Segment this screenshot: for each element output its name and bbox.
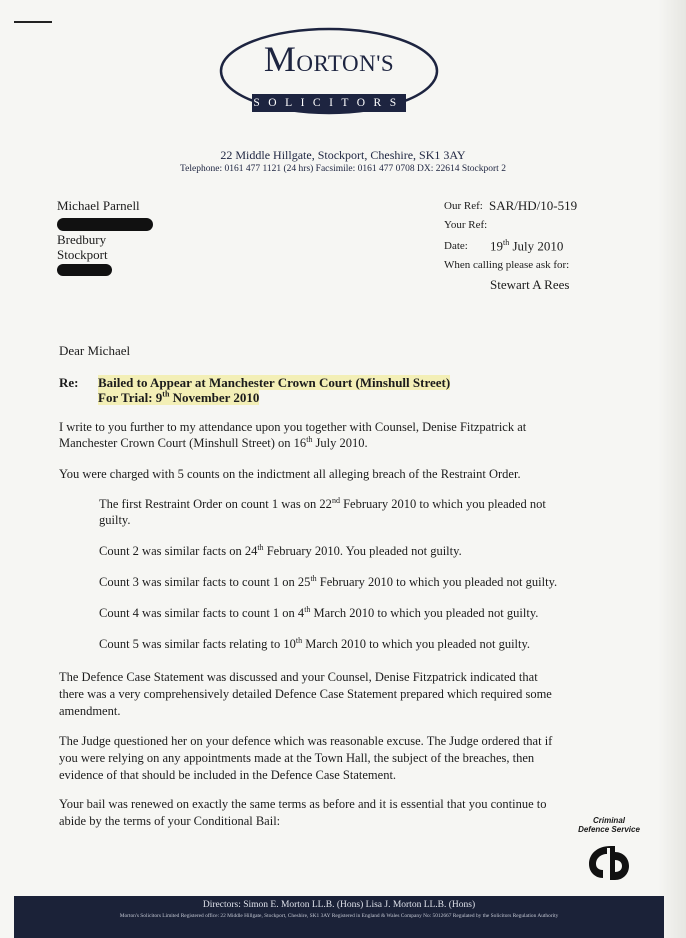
c3a: Count 3 was similar facts to count 1 on 25 (99, 575, 311, 589)
your-ref-label: Your Ref: (444, 219, 488, 231)
p1b-end: July 2010. (312, 436, 368, 450)
c4b: March 2010 to which you pleaded not guilty. (310, 606, 539, 620)
c1-sup: nd (331, 495, 340, 505)
c5a: Count 5 was similar facts relating to 10 (99, 637, 296, 651)
c4a: Count 4 was similar facts to count 1 on 4 (99, 606, 305, 620)
footer-registration: Morton's Solicitors Limited Registered office: 22 Middle Hillgate, Stockport, Cheshire, SK1 3AY Registered in England & Wales Company No: 5012667 Regulated by the Solicitors Regulation Authority (119, 913, 559, 919)
calling-label: When calling please ask for: (444, 259, 570, 271)
paragraph-bail-2: abide by the terms of your Conditional Bail: (59, 814, 281, 828)
count-4 (99, 605, 538, 622)
firm-address: 22 Middle Hillgate, Stockport, Cheshire, SK1 3AY (220, 148, 466, 162)
paragraph-dcs-2: there was a very comprehensively detailed Defence Case Statement prepared which required some (59, 687, 552, 701)
letter-date (490, 238, 563, 254)
c4-sup: th (304, 604, 311, 614)
paragraph-attendance-2 (59, 435, 368, 452)
page-edge-shadow (658, 0, 686, 938)
c1a: The first Restraint Order on count 1 was on 22 (99, 497, 332, 511)
count-2 (99, 543, 462, 560)
count-5 (99, 636, 530, 653)
footer-band (14, 896, 664, 938)
logo-initial: M (263, 39, 297, 79)
logo-firm-name (218, 38, 440, 80)
paragraph-dcs-1: The Defence Case Statement was discussed and your Counsel, Denise Fitzpatrick indicated that (59, 670, 538, 684)
c2b: February 2010. You pleaded not guilty. (263, 544, 462, 558)
c1b: February 2010 to which you pleaded not (339, 497, 546, 511)
paragraph-bail-1: Your bail was renewed on exactly the same terms as before and it is essential that you continue to (59, 797, 547, 811)
date-suffix: th (503, 238, 510, 247)
re-line-2-end: November 2010 (169, 390, 260, 405)
recipient-locality: Bredbury (57, 232, 107, 247)
re-label: Re: (59, 375, 79, 390)
our-ref-label: Our Ref: (444, 200, 483, 212)
p1b-text: Manchester Crown Court (Minshull Street) on 16 (59, 436, 307, 450)
redaction-bar (57, 264, 112, 276)
cds-logo-icon (585, 840, 633, 890)
logo-name-rest: ORTON'S (296, 51, 395, 76)
paragraph-judge-2: you were relying on any appointments made at the Town Hall, the subject of the breaches, then (59, 751, 535, 765)
re-line-2-sup: th (162, 389, 170, 399)
count-1-line-2: guilty. (99, 513, 131, 527)
recipient-name: Michael Parnell (57, 198, 140, 213)
contact-person: Stewart A Rees (490, 277, 570, 292)
paragraph-dcs-3: amendment. (59, 704, 121, 718)
redaction-bar (57, 218, 153, 231)
re-line-1-text: Bailed to Appear at Manchester Crown Court (Minshull Street) (98, 375, 451, 390)
footer-directors: Directors: Simon E. Morton LL.B. (Hons) Lisa J. Morton LL.B. (Hons) (202, 900, 476, 910)
logo-subtitle: SOLICITORS (252, 94, 406, 112)
c3b: February 2010 to which you pleaded not guilty. (316, 575, 558, 589)
date-day: 19 (490, 238, 503, 254)
paragraph-judge-1: The Judge questioned her on your defence which was reasonable excuse. The Judge ordered that if (59, 734, 553, 748)
count-1-line-1 (99, 496, 546, 513)
paragraph-attendance-1: I write to you further to my attendance upon you together with Counsel, Denise Fitzpatrick at (59, 420, 527, 434)
cds-line-2: Defence Service (578, 825, 640, 834)
criminal-defence-service-badge (572, 816, 646, 890)
re-line-2-text: For Trial: 9 (98, 390, 163, 405)
paragraph-charges: You were charged with 5 counts on the indictment all alleging breach of the Restraint Order. (59, 467, 521, 481)
firm-logo (218, 26, 440, 116)
p1b-sup: th (306, 434, 313, 444)
c3-sup: th (310, 573, 317, 583)
corner-mark (14, 21, 52, 23)
re-line-2 (98, 389, 259, 406)
date-label: Date: (444, 240, 468, 252)
c5b: March 2010 to which you pleaded not guilty. (302, 637, 531, 651)
our-ref-value: SAR/HD/10-519 (489, 198, 578, 213)
c5-sup: th (295, 635, 303, 645)
c2-sup: th (257, 542, 264, 552)
count-3 (99, 574, 557, 591)
date-rest: July 2010 (509, 238, 564, 254)
salutation: Dear Michael (59, 343, 131, 358)
c2a: Count 2 was similar facts on 24 (99, 544, 258, 558)
paragraph-judge-3: evidence of that should be included in the Defence Case Statement. (59, 768, 397, 782)
cds-line-1: Criminal (592, 816, 625, 825)
recipient-town: Stockport (57, 247, 108, 262)
firm-contact: Telephone: 0161 477 1121 (24 hrs) Facsimile: 0161 477 0708 DX: 22614 Stockport 2 (180, 164, 506, 174)
